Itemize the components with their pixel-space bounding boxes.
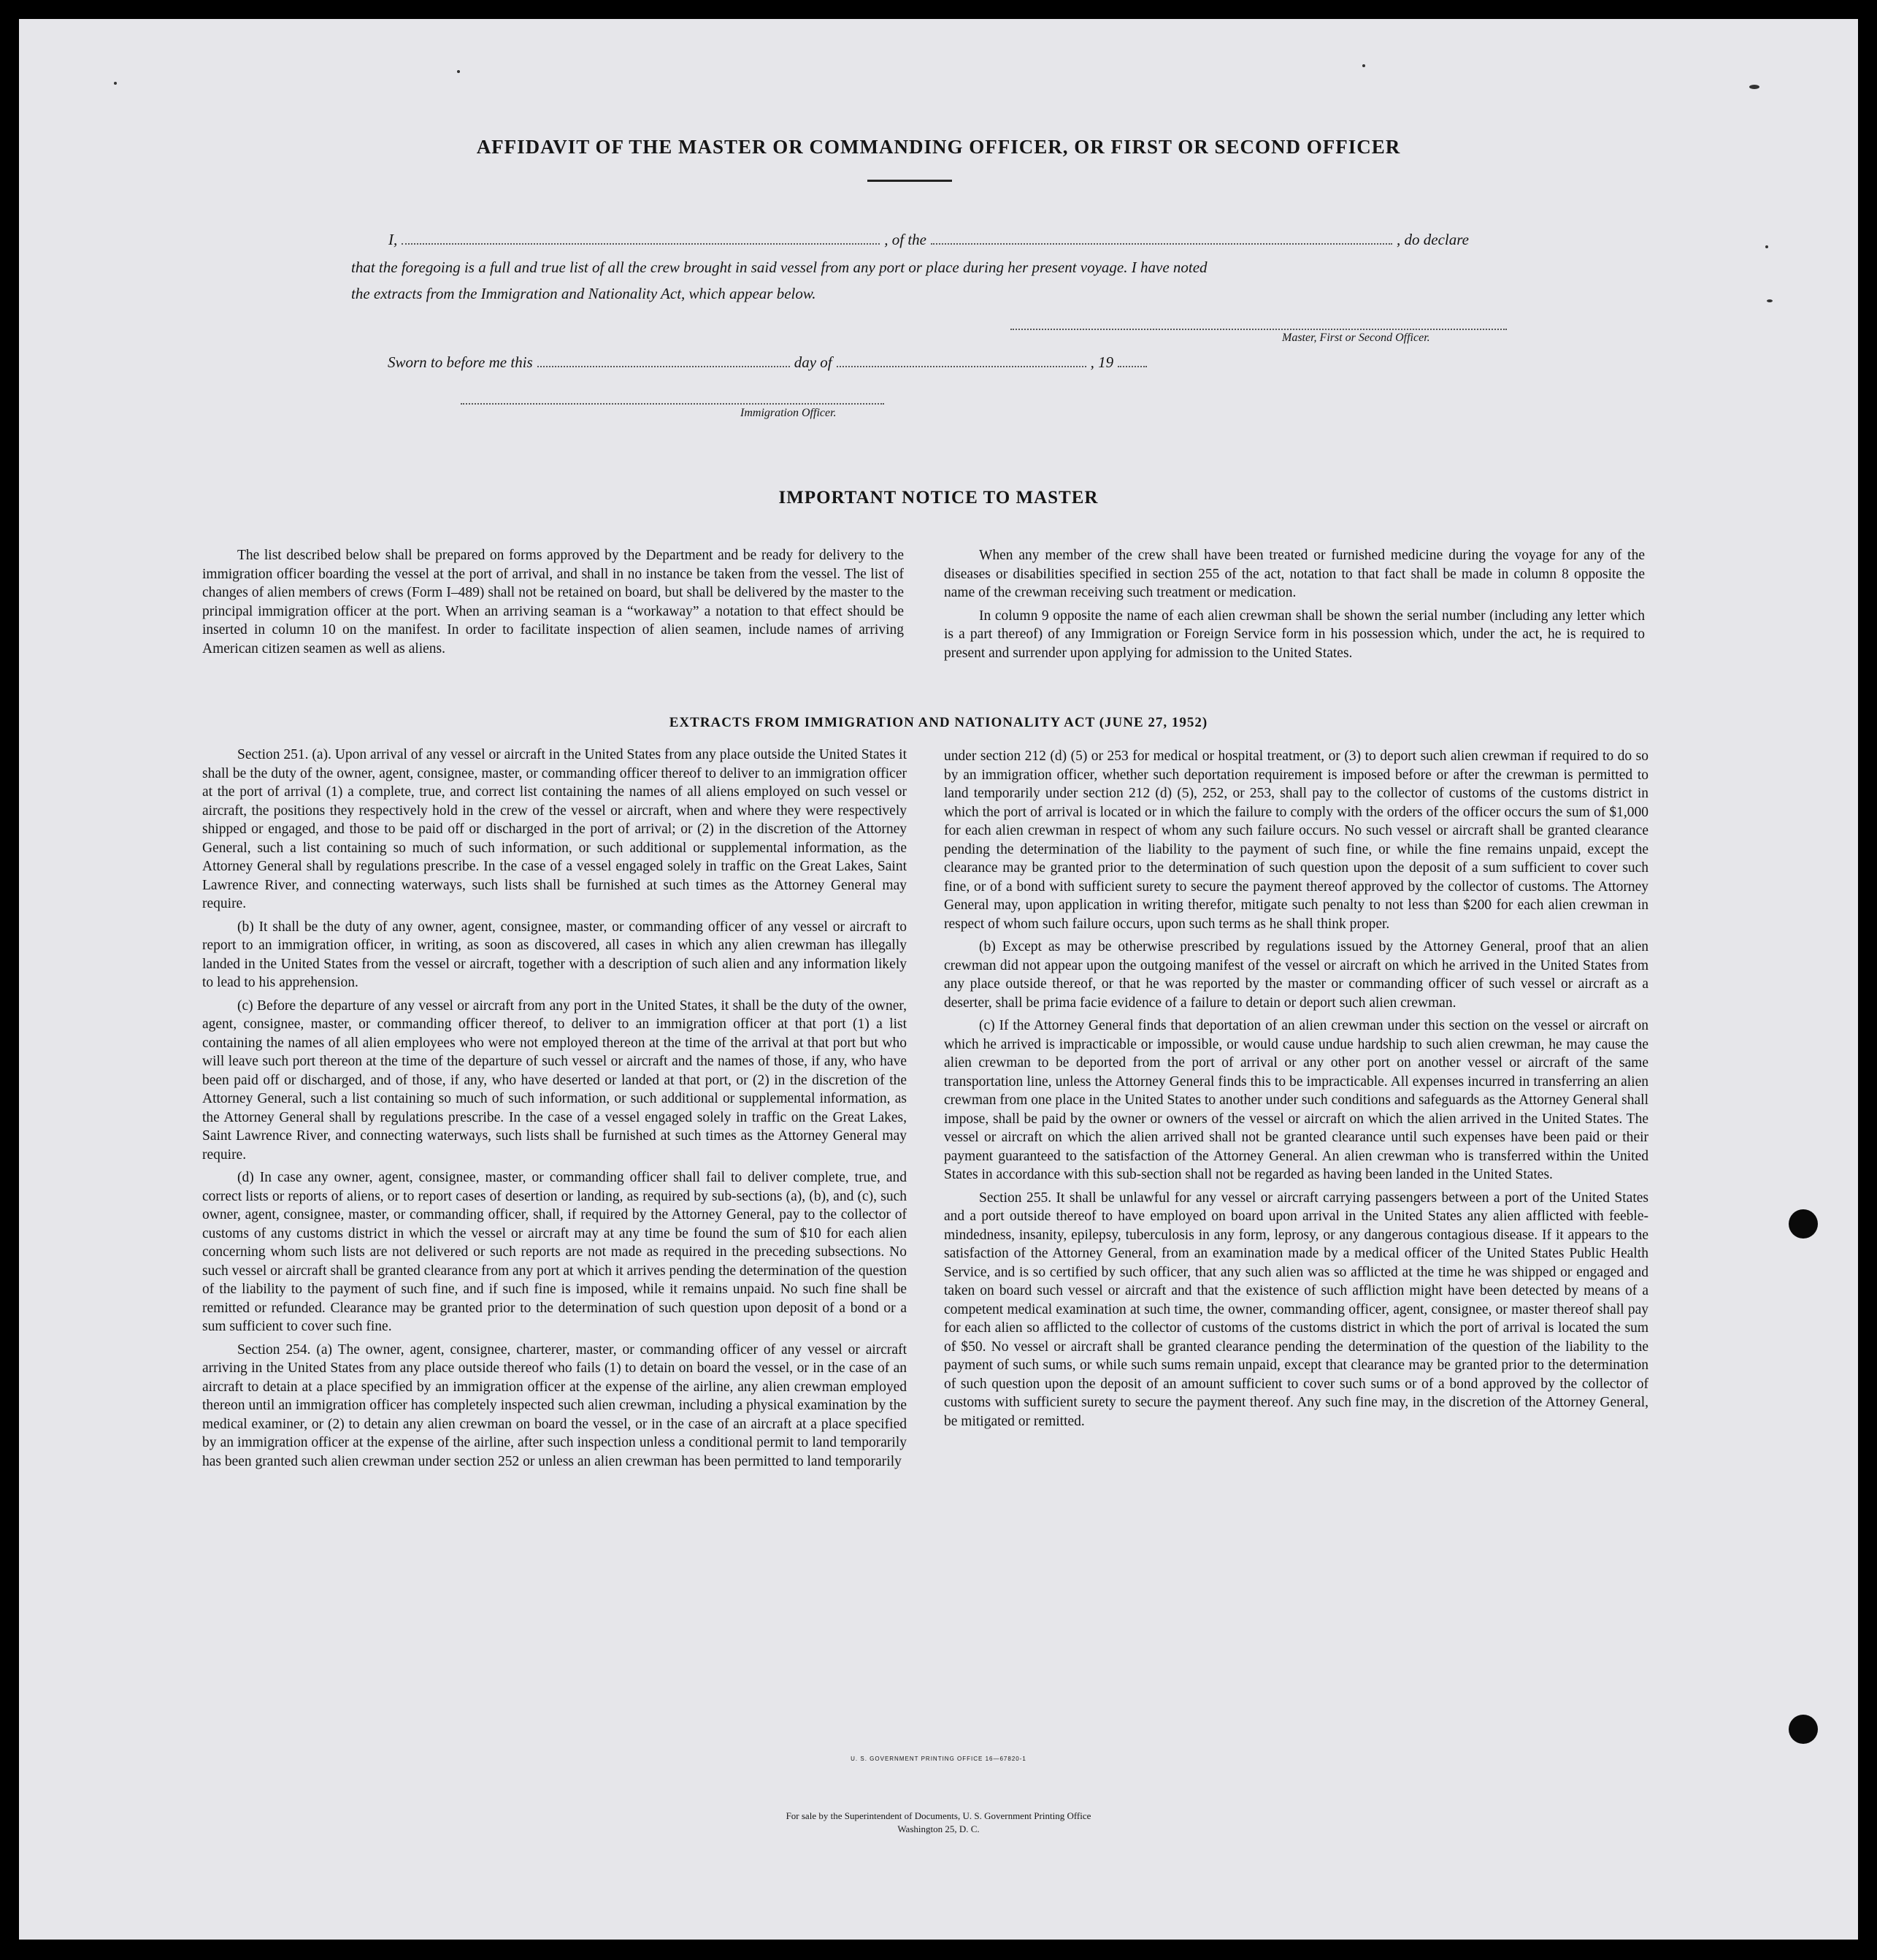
sworn-label: Sworn to before me this bbox=[388, 353, 533, 371]
extracts-title: EXTRACTS FROM IMMIGRATION AND NATIONALITY ACT (JUNE 27, 1952) bbox=[669, 715, 1208, 730]
scan-speck bbox=[1767, 299, 1773, 302]
day-of-label: day of bbox=[794, 353, 832, 371]
declaration-line-3: the extracts from the Immigration and Nationality Act, which appear below. bbox=[351, 285, 816, 302]
extracts-right-column bbox=[944, 747, 1648, 1435]
year-label: , 19 bbox=[1090, 353, 1114, 371]
scan-speck bbox=[457, 70, 460, 73]
notice-left-column bbox=[202, 546, 904, 662]
section-255: Section 255. It shall be unlawful for any vessel or aircraft carrying passengers between a port of the United States and a port outside thereof to have employed on board upon arrival in the United States any alien afflicted with feeble-mindedness, insanity, epilepsy, tuberculosis in any form, leprosy, or any dangerous contagious disease. If it appears to the satisfaction of the Attorney General, from an examination made by a medical officer of the United States Public Health Service, and is so certified by such officer, that any such alien was so afflicted at the time he was shipped or engaged and taken on board such vessel or aircraft and that the existence of such affliction might have been detected by means of a competent medical examination at such time, the owner, commanding officer, agent, consignee, or master thereof shall pay for each alien so afflicted to the collector of customs of the customs district in which the port of arrival is located the sum of $50. No vessel or aircraft shall be granted clearance pending the determination of the question of the liability to the payment of such sums, or while such sums remain unpaid, except that clearance may be granted prior to the determination of such question upon the deposit of an amount sufficient to cover such sums or of a bond approved by the collector of customs with sufficient surety to secure the payment thereof. Any such fine may, in the discretion of the Attorney General, be mitigated or remitted. bbox=[944, 1190, 1648, 1429]
declarant-prefix: I, bbox=[388, 231, 398, 248]
footer-line-2: Washington 25, D. C. bbox=[897, 1823, 980, 1834]
sworn-line bbox=[388, 353, 1151, 372]
declaration-line-2: that the foregoing is a full and true list of all the crew brought in said vessel from any port or place during her present voyage. I have noted bbox=[351, 259, 1208, 276]
section-251-d: (d) In case any owner, agent, consignee, master, or commanding officer shall fail to deliver complete, true, and correct lists or reports of aliens, or to report cases of desertion or landing, as required by sub-sections (a), (b), and (c), such owner, agent, consignee, master, or commanding officer, shall, if required by the Attorney General, pay to the collector of customs of any customs district in which the vessel or aircraft may at any time be found the sum of $10 for each alien concerning whom such lists are not delivered or such reports are not made as required in the preceding subsections. No such vessel or aircraft shall be granted clearance from any port at which it arrives pending the determination of the question of the liability to the payment of such fine, and if such fine is imposed, while it remains unpaid. No such fine shall be remitted or refunded. Clearance may be granted prior to the determination of such question upon deposit of a bond or a sum sufficient to cover such fine. bbox=[202, 1170, 907, 1334]
scan-speck bbox=[1362, 64, 1365, 67]
notice-right-column bbox=[944, 546, 1645, 667]
master-signature-line[interactable] bbox=[1010, 329, 1507, 330]
do-declare-label: , do declare bbox=[1397, 231, 1469, 248]
punch-hole bbox=[1789, 1715, 1818, 1744]
title-rule bbox=[867, 180, 952, 182]
section-254-c: (c) If the Attorney General finds that deportation of an alien crewman under this section on the vessel or aircraft on which he arrived is impracticable or impossible, or would cause undue hardship to such alien crewman, he may cause the alien crewman to be deported from the port of arrival or any other port on another vessel or aircraft of the same transportation line, unless the Attorney General finds this to be impracticable. All expenses incurred in transferring an alien crewman from one place in the United States to another under such conditions and safeguards as the Attorney General shall impose, shall be paid by the owner or owners of the vessel or aircraft on which the alien arrived in the United States. The vessel or aircraft on which the alien arrived shall not be granted clearance until such expenses have been paid or their payment guaranteed to the satisfaction of the Attorney General. An alien crewman who is transferred within the United States in accordance with this sub-section shall not be regarded as having been landed in the United States. bbox=[944, 1018, 1648, 1182]
scan-speck bbox=[1749, 85, 1759, 89]
master-signature-caption: Master, First or Second Officer. bbox=[1282, 332, 1430, 344]
section-254-a-continued: under section 212 (d) (5) or 253 for medical or hospital treatment, or (3) to deport such alien crewman if required to do so by an immigration officer, whether such deportation requirement is imposed before or after the crewman is permitted to land temporarily under section 212 (d) (5), 252, or 253, shall pay to the collector of customs of the customs district in which the port of arrival is located or in which the failure to comply with the orders of the officer occurs the sum of $1,000 for each alien crewman in respect of whom any such failure occurs. No such vessel or aircraft shall be granted clearance pending the determination of the liability to the payment of such fine, or while the fine remains unpaid, except the clearance may be granted prior to the determination of such question upon the deposit of a sum sufficient to cover such fine, or of a bond with sufficient surety to secure the payment thereof approved by the collector of customs. The Attorney General may, upon application in writing therefor, mitigate such penalty to not less than $200 for each alien crewman in respect of whom such failure occurs, upon such terms as he shall think proper. bbox=[944, 749, 1648, 932]
section-251-c: (c) Before the departure of any vessel or aircraft from any port in the United States, it shall be the duty of the owner, agent, consignee, master, or commanding officer thereof, to deliver to an immigration officer at that port (1) a list containing the names of all alien employees who were not employed thereon at the time of the arrival at that port but who will leave such port thereon at the time of the departure of such vessel or aircraft and the names of those, if any, who have been paid off or discharged, and of those, if any, who have deserted or landed at that port, or (2) in the discretion of the Attorney General, such a list containing so much of such information, or such additional or supplemental information, as the Attorney General shall by regulations prescribe. In the case of a vessel engaged solely in traffic on the Great Lakes, Saint Lawrence River, and connecting waterways, such lists shall be furnished at such times as the Attorney General may require. bbox=[202, 998, 907, 1163]
of-the-label: , of the bbox=[884, 231, 926, 248]
printer-imprint: U. S. GOVERNMENT PRINTING OFFICE 16—67820-1 bbox=[851, 1756, 1026, 1762]
affidavit-title: AFFIDAVIT OF THE MASTER OR COMMANDING OFFICER, OR FIRST OR SECOND OFFICER bbox=[476, 136, 1401, 158]
officer-signature-caption: Immigration Officer. bbox=[740, 407, 837, 419]
extracts-left-column bbox=[202, 746, 907, 1475]
section-251-b: (b) It shall be the duty of any owner, agent, consignee, master, or commanding officer of any vessel or aircraft to report to an immigration officer, in writing, as soon as discovered, all cases in which any alien crewman has illegally landed in the United States from the vessel or aircraft, together with a description of such alien and any information likely to lead to his apprehension. bbox=[202, 919, 907, 990]
notice-title: IMPORTANT NOTICE TO MASTER bbox=[778, 488, 1099, 508]
footer-line-1: For sale by the Superintendent of Documents, U. S. Government Printing Office bbox=[786, 1810, 1091, 1821]
scan-speck bbox=[114, 82, 117, 85]
vessel-name-field[interactable] bbox=[931, 242, 1392, 245]
sworn-year-field[interactable] bbox=[1118, 365, 1147, 367]
section-254-a: Section 254. (a) The owner, agent, consignee, charterer, master, or commanding officer of any vessel or aircraft arriving in the United States from any place outside thereof who fails (1) to detain on board the vessel, or in the case of an aircraft to detain at a place specified by an immigration officer at the expense of the airline, any alien crewman employed thereon until an immigration officer has completely inspected such alien crewman, including a physical examination by the medical examiner, or (2) to detain any alien crewman on board the vessel, or in the case of an aircraft at a place specified by an immigration officer at the expense of the airline, after such inspection unless a conditional permit to land temporarily has been granted such alien crewman under section 252 or unless an alien crewman has been permitted to land temporarily bbox=[202, 1341, 907, 1469]
sworn-day-field[interactable] bbox=[537, 365, 790, 367]
notice-paragraph: When any member of the crew shall have been treated or furnished medicine during the voyage for any of the diseases or disabilities specified in section 255 of the act, notation to that fact shall be made in column 8 opposite the name of the crewman receiving such treatment or medication. bbox=[944, 548, 1645, 600]
sworn-month-field[interactable] bbox=[837, 365, 1086, 367]
notice-paragraph: In column 9 opposite the name of each alien crewman shall be shown the serial number (including any letter which is a part thereof) of any Immigration or Foreign Service form in his possession which, under the act, he is required to present and surrender upon applying for admission to the United States. bbox=[944, 608, 1645, 661]
officer-signature-line[interactable] bbox=[461, 403, 884, 405]
declaration-line-1 bbox=[388, 231, 1469, 249]
form-page bbox=[19, 19, 1858, 1940]
notice-paragraph: The list described below shall be prepared on forms approved by the Department and be ready for delivery to the immigration officer boarding the vessel at the port of arrival, and shall in no instance be taken from the vessel. The list of changes of alien members of crews (Form I–489) shall not be retained on board, but shall be delivered by the master to the principal immigration officer at the port. When an arriving seaman is a “workaway” a notation to that effect should be inserted in column 10 on the manifest. In order to facilitate inspection of alien seamen, include names of arriving American citizen seamen as well as aliens. bbox=[202, 548, 904, 656]
declarant-name-field[interactable] bbox=[402, 242, 880, 245]
scan-speck bbox=[1765, 245, 1768, 248]
section-251-a: Section 251. (a). Upon arrival of any vessel or aircraft in the United States from any place outside the United States it shall be the duty of the owner, agent, consignee, master, or commanding officer thereof to deliver to an immigration officer at the port of arrival (1) a complete, true, and correct list containing the names of all aliens employed on such vessel or aircraft, the positions they respectively hold in the crew of the vessel or aircraft, when and where they were respectively shipped or engaged, and those to be paid off or discharged in the port of arrival; or (2) in the discretion of the Attorney General, such a list containing so much of such information, or such additional or supplemental information, as the Attorney General shall by regulations prescribe. In the case of a vessel engaged solely in traffic on the Great Lakes, Saint Lawrence River, and connecting waterways, such lists shall be furnished at such times as the Attorney General may require. bbox=[202, 747, 907, 911]
section-254-b: (b) Except as may be otherwise prescribed by regulations issued by the Attorney General, proof that an alien crewman did not appear upon the outgoing manifest of the vessel or aircraft on which he arrived in the United States from any place outside thereof, or that he was reported by the master or commanding officer of such vessel or aircraft as a deserter, shall be prima facie evidence of a failure to detain or deport such alien crewman. bbox=[944, 939, 1648, 1011]
punch-hole bbox=[1789, 1209, 1818, 1239]
footer bbox=[19, 1810, 1858, 1836]
